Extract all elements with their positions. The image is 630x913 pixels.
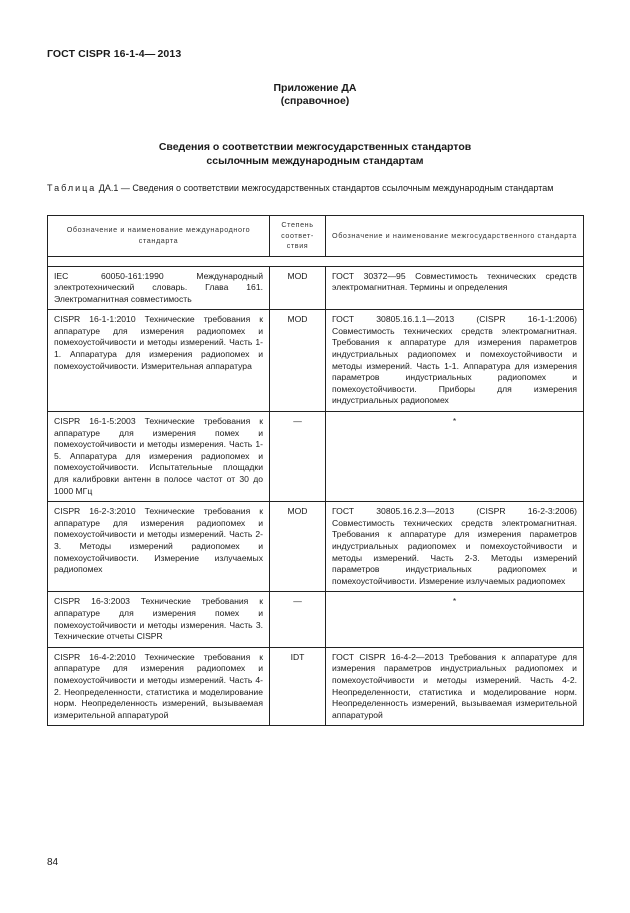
cell-degree: —: [270, 592, 326, 647]
cell-degree: MOD: [270, 266, 326, 310]
cell-intl: CISPR 16-3:2003 Технические требования к аппаратуре для измерения помех и помехоустойчивости и методы измерения. Часть 3. Технические отчеты CISPR: [48, 592, 270, 647]
table-row: [48, 412, 584, 502]
table-row: [48, 592, 584, 647]
cell-intl: CISPR 16-4-2:2010 Технические требования к аппаратуре для измерения радиопомех и помехоустойчивости и методы измерений. Часть 4-2. Неопределенности, статистика и моделирование норм. Неопределенность измерений, вызываемая измерительной аппаратурой: [48, 647, 270, 726]
header-degree: Степень соответ- ствия: [270, 216, 326, 257]
header-national: Обозначение и наименование межгосударственного стандарта: [326, 216, 584, 257]
cell-intl: CISPR 16-1-1:2010 Технические требования к аппаратуре для измерения радиопомех и помехоустойчивости и методы измерений. Часть 1-1. Аппаратура для измерения радиопомех и помехоустойчивости. Измерительная аппаратура: [48, 310, 270, 412]
cell-degree: IDT: [270, 647, 326, 726]
header-intl: Обозначение и наименование международного стандарта: [48, 216, 270, 257]
annex-title: Приложение ДА: [273, 82, 357, 94]
document-header: ГОСТ CISPR 16-1-4— 2013: [47, 48, 182, 60]
cell-intl: IEC 60050-161:1990 Международный электротехнический словарь. Глава 161. Электромагнитная совместимость: [48, 266, 270, 310]
table-row: [48, 310, 584, 412]
cell-degree: —: [270, 412, 326, 502]
table-caption-text: ДА.1 — Сведения о соответствии межгосударственных стандартов ссылочным международным стандартам: [96, 183, 554, 193]
table-header-row: [48, 216, 584, 257]
cell-national: ГОСТ 30372—95 Совместимость технических средств электромагнитная. Термины и определения: [326, 266, 584, 310]
cell-national: ГОСТ 30805.16.1.1—2013 (CISPR 16-1-1:2006) Совместимость технических средств электромагнитная. Требования к аппаратуре для измерения параметров индустриальных радиопомех и помехоустойчивости и методы измерений. Часть 1-1. Аппаратура для измерения параметров индустриальных радиопомех и помехоустойчивости. Приборы для измерения индустриальных радиопомех: [326, 310, 584, 412]
table-caption-label: Таблица: [47, 183, 97, 193]
cell-degree: MOD: [270, 502, 326, 592]
table-caption: [47, 183, 587, 195]
annex-subtitle: (справочное): [280, 95, 350, 107]
standards-table: [47, 215, 584, 726]
cell-national: *: [326, 412, 584, 502]
section-heading-line2: ссылочным международным стандартам: [206, 154, 424, 167]
cell-intl: CISPR 16-1-5:2003 Технические требования к аппаратуре для измерения помех и помехоустойчивости и методы измерения. Часть 1-5. Аппаратура для измерения радиопомех и помехоустойчивости. Испытательные площадки для калибровки антенн в полосе частот от 30 до 1000 МГц: [48, 412, 270, 502]
page-number: 84: [47, 857, 59, 868]
cell-intl: CISPR 16-2-3:2010 Технические требования к аппаратуре для измерения радиопомех и помехоустойчивости и методы измерений. Часть 2-3. Методы измерений радиопомех и помехоустойчивости. Измерение излучаемых радиопомех: [48, 502, 270, 592]
section-heading: [0, 141, 630, 168]
table-row: [48, 647, 584, 726]
cell-national: ГОСТ 30805.16.2.3—2013 (CISPR 16-2-3:2006) Совместимость технических средств электромагнитная. Требования к аппаратуре для измерения параметров индустриальных радиопомех и помехоустойчивости и методы измерений. Часть 2-3. Методы измерений параметров индустриальных радиопомех и помехоустойчивости. Измерение излучаемых радиопомех: [326, 502, 584, 592]
table-gap: [48, 256, 584, 266]
cell-national: ГОСТ CISPR 16-4-2—2013 Требования к аппаратуре для измерения параметров индустриальных радиопомех и помехоустойчивости и методы измерений. Часть 4-2. Неопределенности, статистика и моделирование норм. Неопределенность измерений, вызываемая измерительной аппаратурой: [326, 647, 584, 726]
section-heading-line1: Сведения о соответствии межгосударственных стандартов: [158, 141, 472, 153]
table-row: [48, 266, 584, 310]
cell-degree: MOD: [270, 310, 326, 412]
cell-national: *: [326, 592, 584, 647]
annex-title-block: [0, 82, 630, 108]
table-row: [48, 502, 584, 592]
